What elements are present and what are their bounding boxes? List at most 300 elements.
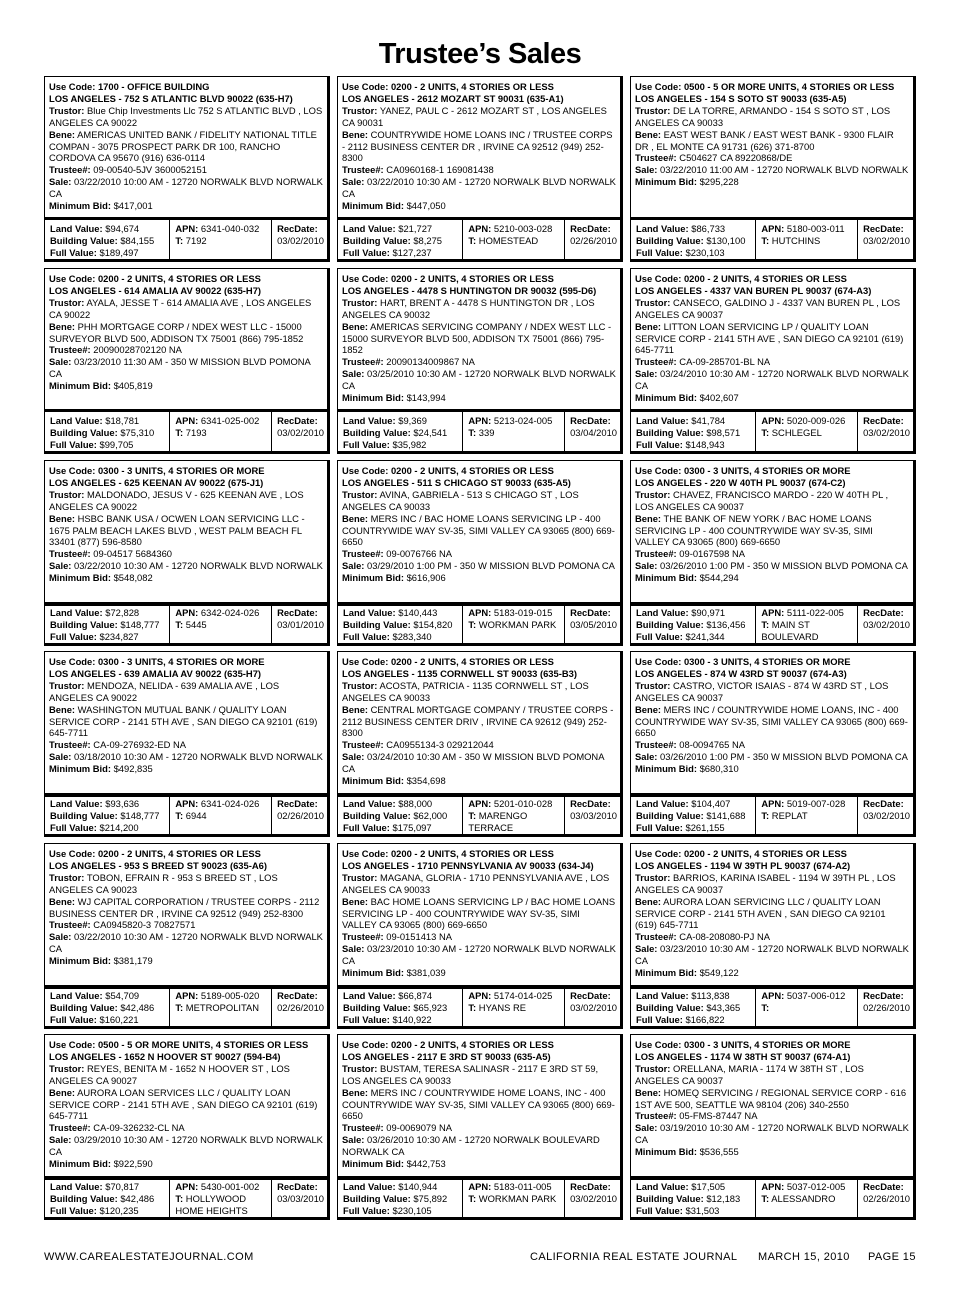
building-value-value: $43,365 xyxy=(703,1001,741,1013)
minimum-bid-label: Minimum Bid: xyxy=(635,967,697,979)
full-value xyxy=(343,822,459,834)
full-value xyxy=(50,1014,166,1026)
trustee-number-label: Trustee#: xyxy=(49,344,91,356)
full-value xyxy=(50,822,166,834)
property-address-value: LOS ANGELES - 2117 E 3RD ST 90033 (635-A5) xyxy=(342,1050,551,1062)
beneficiary-label: Bene: xyxy=(49,320,76,332)
full-value xyxy=(343,631,459,643)
property-address-value: LOS ANGELES - 1135 CORNWELL ST 90033 (635-B3) xyxy=(342,667,577,679)
trustor xyxy=(49,489,323,513)
full-value-label: Full Value: xyxy=(50,821,97,833)
sale-info-label: Sale: xyxy=(635,560,658,572)
building-value-value: $148,777 xyxy=(117,618,160,630)
beneficiary xyxy=(49,1087,323,1123)
trustee-number xyxy=(342,1122,616,1134)
sale-info xyxy=(49,1134,323,1158)
recdate-column xyxy=(858,986,913,1026)
apn-value: 5430-001-002 xyxy=(198,1181,260,1192)
minimum-bid xyxy=(342,1158,616,1170)
building-value xyxy=(50,1002,166,1014)
recdate-label: RecDate: xyxy=(277,1181,318,1192)
sale-info xyxy=(342,1134,616,1158)
full-value-value: $230,105 xyxy=(389,1204,432,1216)
building-value xyxy=(50,235,166,247)
trustor xyxy=(49,1063,323,1087)
use-code xyxy=(635,81,909,93)
minimum-bid-value: $492,835 xyxy=(110,763,153,775)
values-column xyxy=(45,1177,170,1217)
apn-label: APN: xyxy=(468,223,492,234)
property-address xyxy=(635,285,909,297)
tract-value: METROPOLITAN xyxy=(183,1001,260,1013)
listing-details xyxy=(44,843,330,989)
trustee-number xyxy=(342,739,616,751)
tract-label: T: xyxy=(175,426,184,438)
sale-info-value: 03/29/2010 10:30 AM - 12720 NORWALK BLVD NORWALK CA xyxy=(49,1134,323,1158)
apn xyxy=(175,990,268,1002)
trustee-number-value: CA0960168-1 169081438 xyxy=(383,164,494,176)
full-value-value: $35,982 xyxy=(389,438,427,450)
land-value xyxy=(343,1181,459,1193)
land-value-label: Land Value: xyxy=(636,223,689,234)
trustee-number-label: Trustee#: xyxy=(49,919,91,931)
use-code xyxy=(342,1039,616,1051)
apn-label: APN: xyxy=(468,415,492,426)
apn-value: 5183-011-005 xyxy=(491,1181,552,1192)
recdate-value: 03/02/2010 xyxy=(570,1192,617,1204)
trustee-number-value: 09-0069079 NA xyxy=(383,1122,452,1134)
trustee-number-label: Trustee#: xyxy=(49,164,91,176)
tract xyxy=(175,1193,268,1217)
trustee-number-value: 20090134009867 NA xyxy=(383,356,475,368)
apn-label: APN: xyxy=(761,1181,785,1192)
property-address-value: LOS ANGELES - 1194 W 39TH PL 90037 (674-A2) xyxy=(635,859,851,871)
sale-info-label: Sale: xyxy=(49,356,72,368)
property-address-value: LOS ANGELES - 639 AMALIA AV 90022 (635-H7) xyxy=(49,667,262,679)
apn-label: APN: xyxy=(175,607,199,618)
minimum-bid xyxy=(342,200,616,212)
tract-value: WORKMAN PARK xyxy=(476,618,557,630)
trustor-value: DE LA TORRE, ARMANDO - 154 S SOTO ST , LOS ANGELES CA 90033 xyxy=(635,104,891,128)
apn xyxy=(468,990,561,1002)
recdate-label: RecDate: xyxy=(863,1181,904,1192)
recdate-column xyxy=(565,1177,620,1217)
land-value-value: $93,636 xyxy=(102,798,140,809)
apn-label: APN: xyxy=(175,990,199,1001)
beneficiary-value: MERS INC / COUNTRYWIDE HOME LOANS, INC - 400 COUNTRYWIDE WAY SV-35, SIMI VALLEY CA 93065 (800) 669-6650 xyxy=(342,1086,615,1122)
apn-column xyxy=(756,1177,858,1217)
trustee-number xyxy=(49,1122,323,1134)
beneficiary-label: Bene: xyxy=(635,512,662,524)
listing-values xyxy=(337,602,623,646)
building-value-value: $98,571 xyxy=(703,426,741,438)
apn-column xyxy=(463,1177,565,1217)
listing-values xyxy=(337,218,623,262)
values-column xyxy=(631,986,756,1026)
sale-info-label: Sale: xyxy=(342,368,365,380)
building-value-label: Building Value: xyxy=(343,1001,411,1013)
recdate-value: 03/03/2010 xyxy=(277,1192,324,1204)
listing-values xyxy=(630,1176,916,1220)
beneficiary-value: AMERICAS SERVICING COMPANY / NDEX WEST LLC - 15000 SURVEYOR BLVD 500, ADDISON TX 75001 (866) 795-1852 xyxy=(342,320,612,356)
sale-info xyxy=(342,368,616,392)
values-column xyxy=(631,603,756,643)
listing-details xyxy=(44,460,330,606)
building-value-value: $12,183 xyxy=(703,1192,741,1204)
apn-label: APN: xyxy=(761,223,785,234)
full-value-value: $99,705 xyxy=(96,438,134,450)
sale-info-value: 03/26/2010 1:00 PM - 350 W MISSION BLVD POMONA CA xyxy=(657,560,908,572)
minimum-bid xyxy=(635,763,909,775)
sale-info-value: 03/24/2010 10:30 AM - 350 W MISSION BLVD POMONA CA xyxy=(342,751,604,775)
apn-value: 5174-014-025 xyxy=(491,990,553,1001)
apn-value: 5020-009-026 xyxy=(784,415,846,426)
full-value-label: Full Value: xyxy=(50,630,97,642)
land-value xyxy=(50,607,166,619)
building-value-value: $141,688 xyxy=(703,809,746,821)
building-value xyxy=(636,810,752,822)
recdate-column xyxy=(565,411,620,451)
beneficiary xyxy=(49,321,323,345)
apn-value: 5037-006-012 xyxy=(784,990,846,1001)
building-value-value: $148,777 xyxy=(117,809,160,821)
minimum-bid-label: Minimum Bid: xyxy=(49,380,111,392)
land-value-label: Land Value: xyxy=(343,415,396,426)
tract-value: 339 xyxy=(476,426,495,438)
minimum-bid xyxy=(342,392,616,404)
tract xyxy=(175,1002,268,1014)
apn-value: 5037-012-005 xyxy=(784,1181,846,1192)
values-column xyxy=(338,603,463,643)
beneficiary-value: LITTON LOAN SERVICING LP / QUALITY LOAN SERVICE CORP - 2141 5TH AVE , SAN DIEGO CA 92101 (619) 645-7711 xyxy=(635,320,904,356)
tract xyxy=(468,1002,561,1014)
building-value-value: $62,000 xyxy=(410,809,448,821)
apn-label: APN: xyxy=(468,990,492,1001)
apn-value: 5180-003-011 xyxy=(784,223,845,234)
sale-info xyxy=(342,751,616,775)
property-address-value: LOS ANGELES - 953 S BREED ST 90023 (635-A6) xyxy=(49,859,267,871)
building-value xyxy=(50,810,166,822)
listing-details xyxy=(44,76,330,220)
beneficiary-value: AMERICAS UNITED BANK / FIDELITY NATIONAL TITLE COMPAN - 3075 PROSPECT PARK DR 100, RANCHO CORDOVA CA 95670 (916) 636-0114 xyxy=(49,128,317,164)
property-address-value: LOS ANGELES - 1710 PENNSYLVANIA AV 90033 (634-J4) xyxy=(342,859,594,871)
full-value-label: Full Value: xyxy=(636,630,683,642)
building-value-label: Building Value: xyxy=(343,426,411,438)
use-code xyxy=(342,656,616,668)
trustee-number xyxy=(342,356,616,368)
full-value-value: $160,221 xyxy=(96,1013,139,1025)
values-column xyxy=(338,411,463,451)
use-code xyxy=(635,273,909,285)
land-value xyxy=(50,415,166,427)
recdate-value: 02/26/2010 xyxy=(277,1001,324,1013)
listing-text xyxy=(342,656,616,787)
beneficiary-label: Bene: xyxy=(342,1086,369,1098)
property-address-value: LOS ANGELES - 874 W 43RD ST 90037 (674-A3) xyxy=(635,667,847,679)
building-value-label: Building Value: xyxy=(636,618,704,630)
trustor-value: MAGANA, GLORIA - 1710 PENNSYLVANIA AVE , LOS ANGELES CA 90033 xyxy=(342,871,610,895)
trustor xyxy=(342,872,616,896)
tract xyxy=(175,619,268,631)
listing-text xyxy=(342,273,616,404)
beneficiary xyxy=(342,129,616,165)
use-code-value: Use Code: 0200 - 2 UNITS, 4 STORIES OR LESS xyxy=(342,1039,554,1050)
recdate-column xyxy=(565,219,620,259)
values-column xyxy=(631,219,756,259)
beneficiary-value: PHH MORTGAGE CORP / NDEX WEST LLC - 15000 SURVEYOR BLVD 500, ADDISON TX 75001 (866) 795-1852 xyxy=(49,320,304,344)
building-value xyxy=(636,1002,752,1014)
beneficiary-label: Bene: xyxy=(342,128,369,140)
trustee-number-value: 09-04517 5684360 xyxy=(90,548,173,560)
use-code xyxy=(49,656,323,668)
full-value xyxy=(50,439,166,451)
sale-info-label: Sale: xyxy=(635,1122,658,1134)
trustor xyxy=(49,297,323,321)
land-value-value: $17,505 xyxy=(688,1181,726,1192)
listing-values xyxy=(337,793,623,837)
listing-details xyxy=(337,76,623,220)
minimum-bid-value: $544,294 xyxy=(696,572,739,584)
sale-info-label: Sale: xyxy=(635,751,658,763)
minimum-bid-label: Minimum Bid: xyxy=(342,200,404,212)
land-value xyxy=(636,1181,752,1193)
minimum-bid xyxy=(635,392,909,404)
trustee-number-label: Trustee#: xyxy=(342,931,384,943)
trustee-number xyxy=(49,164,323,176)
recdate-value: 03/02/2010 xyxy=(277,234,324,246)
minimum-bid-label: Minimum Bid: xyxy=(342,967,404,979)
full-value-label: Full Value: xyxy=(636,1204,683,1216)
use-code-value: Use Code: 0300 - 3 UNITS, 4 STORIES OR MORE xyxy=(635,1039,851,1050)
recdate-column xyxy=(858,603,913,643)
recdate-label: RecDate: xyxy=(277,223,318,234)
listing-text xyxy=(342,465,616,584)
land-value-label: Land Value: xyxy=(50,223,103,234)
apn xyxy=(761,1181,854,1193)
full-value xyxy=(343,1014,459,1026)
use-code-value: Use Code: 0200 - 2 UNITS, 4 STORIES OR LESS xyxy=(635,848,847,859)
sale-info-label: Sale: xyxy=(635,368,658,380)
apn-label: APN: xyxy=(468,798,492,809)
apn xyxy=(175,798,268,810)
building-value xyxy=(636,235,752,247)
full-value-value: $175,097 xyxy=(389,821,432,833)
trustor-label: Trustor: xyxy=(49,488,85,500)
property-address-value: LOS ANGELES - 752 S ATLANTIC BLVD 90022 (635-H7) xyxy=(49,92,293,104)
beneficiary xyxy=(635,896,909,932)
listing-values xyxy=(337,410,623,454)
use-code-value: Use Code: 0200 - 2 UNITS, 4 STORIES OR LESS xyxy=(49,848,261,859)
land-value-label: Land Value: xyxy=(343,990,396,1001)
tract-label: T: xyxy=(468,426,477,438)
full-value xyxy=(636,822,752,834)
sale-info-label: Sale: xyxy=(342,943,365,955)
full-value-label: Full Value: xyxy=(343,1204,390,1216)
use-code-value: Use Code: 0300 - 3 UNITS, 4 STORIES OR MORE xyxy=(49,656,265,667)
land-value xyxy=(343,990,459,1002)
full-value xyxy=(343,247,459,259)
apn-label: APN: xyxy=(761,607,785,618)
land-value-value: $94,674 xyxy=(102,223,140,234)
beneficiary xyxy=(635,513,909,549)
tract-label: T: xyxy=(468,618,477,630)
recdate-column xyxy=(858,794,913,834)
footer-website: WWW.CAREALESTATEJOURNAL.COM xyxy=(44,1251,254,1263)
trustee-number-label: Trustee#: xyxy=(342,1122,384,1134)
building-value-label: Building Value: xyxy=(636,426,704,438)
trustor-label: Trustor: xyxy=(635,679,671,691)
use-code xyxy=(342,848,616,860)
apn xyxy=(468,607,561,619)
trustee-number xyxy=(635,152,909,164)
trustee-number-label: Trustee#: xyxy=(635,356,677,368)
full-value-value: $31,503 xyxy=(682,1204,720,1216)
use-code xyxy=(49,465,323,477)
sale-info-label: Sale: xyxy=(49,931,72,943)
tract-value: HYANS RE xyxy=(476,1001,527,1013)
minimum-bid xyxy=(342,967,616,979)
beneficiary xyxy=(342,1087,616,1123)
listing-details xyxy=(630,1034,916,1180)
full-value-label: Full Value: xyxy=(636,821,683,833)
building-value-label: Building Value: xyxy=(50,809,118,821)
recdate-column xyxy=(272,219,327,259)
land-value-value: $88,000 xyxy=(395,798,433,809)
trustee-number-value: CA-09-276932-ED NA xyxy=(90,739,187,751)
listing-details xyxy=(630,268,916,412)
recdate-label: RecDate: xyxy=(863,990,904,1001)
minimum-bid xyxy=(635,967,909,979)
minimum-bid-value: $922,590 xyxy=(110,1158,153,1170)
trustor-label: Trustor: xyxy=(49,871,85,883)
full-value-value: $189,497 xyxy=(96,246,139,258)
minimum-bid xyxy=(49,955,323,967)
recdate-value: 03/03/2010 xyxy=(570,809,617,821)
sale-info xyxy=(49,356,323,380)
beneficiary xyxy=(49,704,323,740)
sale-info-value: 03/19/2010 10:30 AM - 12720 NORWALK BLVD NORWALK CA xyxy=(635,1122,909,1146)
land-value-label: Land Value: xyxy=(50,1181,103,1192)
beneficiary-label: Bene: xyxy=(342,320,369,332)
footer-journal: CALIFORNIA REAL ESTATE JOURNAL xyxy=(530,1251,738,1263)
tract-label: T: xyxy=(468,809,477,821)
land-value-value: $21,727 xyxy=(395,223,433,234)
apn-value: 6341-025-002 xyxy=(198,415,260,426)
full-value-label: Full Value: xyxy=(50,1204,97,1216)
trustee-number-label: Trustee#: xyxy=(635,931,677,943)
recdate-value: 02/26/2010 xyxy=(277,809,324,821)
apn-column xyxy=(756,411,858,451)
tract-label: T: xyxy=(761,234,770,246)
sale-info-value: 03/24/2010 10:30 AM - 12720 NORWALK BLVD NORWALK CA xyxy=(635,368,909,392)
use-code xyxy=(342,465,616,477)
minimum-bid-label: Minimum Bid: xyxy=(49,763,111,775)
apn-column xyxy=(756,794,858,834)
use-code xyxy=(342,81,616,93)
tract xyxy=(761,1193,854,1205)
apn-label: APN: xyxy=(468,1181,492,1192)
apn xyxy=(175,1181,268,1193)
building-value-label: Building Value: xyxy=(343,234,411,246)
trustor xyxy=(49,680,323,704)
minimum-bid xyxy=(342,775,616,787)
recdate-label: RecDate: xyxy=(277,798,318,809)
apn-column xyxy=(170,603,272,643)
beneficiary xyxy=(635,704,909,740)
full-value-label: Full Value: xyxy=(636,438,683,450)
recdate-label: RecDate: xyxy=(863,798,904,809)
apn-value: 6342-024-026 xyxy=(198,607,260,618)
land-value xyxy=(50,1181,166,1193)
listing-text xyxy=(342,81,616,212)
sale-info-label: Sale: xyxy=(49,176,72,188)
trustee-number xyxy=(635,548,909,560)
sale-info-label: Sale: xyxy=(342,560,365,572)
beneficiary xyxy=(49,129,323,165)
minimum-bid-value: $548,082 xyxy=(110,572,153,584)
building-value xyxy=(343,1002,459,1014)
building-value-value: $8,275 xyxy=(410,234,442,246)
apn-column xyxy=(170,411,272,451)
recdate-column xyxy=(272,411,327,451)
recdate-column xyxy=(272,986,327,1026)
apn-column xyxy=(463,219,565,259)
trustor-value: YANEZ, PAUL C - 2612 MOZART ST , LOS ANGELES CA 90031 xyxy=(342,104,607,128)
full-value-value: $241,344 xyxy=(682,630,725,642)
beneficiary-label: Bene: xyxy=(49,703,76,715)
building-value xyxy=(343,235,459,247)
minimum-bid xyxy=(635,176,909,188)
land-value-label: Land Value: xyxy=(50,415,103,426)
minimum-bid-value: $354,698 xyxy=(403,775,446,787)
trustee-number-label: Trustee#: xyxy=(342,164,384,176)
beneficiary-label: Bene: xyxy=(635,1086,662,1098)
minimum-bid-label: Minimum Bid: xyxy=(342,392,404,404)
tract-value: MAIN ST BOULEVARD xyxy=(761,618,819,642)
property-address xyxy=(342,1051,616,1063)
apn-column xyxy=(170,794,272,834)
property-address-value: LOS ANGELES - 614 AMALIA AV 90022 (635-H7) xyxy=(49,284,262,296)
beneficiary-value: HOMEQ SERVICING / REGIONAL SERVICE CORP - 616 1ST AVE 500, SEATTLE WA 98104 (206) 340-2550 xyxy=(635,1086,907,1110)
trustor-value: CHAVEZ, FRANCISCO MARDO - 220 W 40TH PL , LOS ANGELES CA 90037 xyxy=(635,488,889,512)
recdate-label: RecDate: xyxy=(570,607,611,618)
listing-details xyxy=(44,268,330,412)
values-column xyxy=(631,411,756,451)
land-value-value: $70,817 xyxy=(102,1181,140,1192)
tract-label: T: xyxy=(761,1001,770,1013)
apn xyxy=(761,607,854,619)
tract-value: 6944 xyxy=(183,809,207,821)
apn xyxy=(175,607,268,619)
listing-values xyxy=(44,793,330,837)
building-value-value: $42,486 xyxy=(117,1001,155,1013)
apn-value: 5201-010-028 xyxy=(491,798,553,809)
trustor-value: HART, BRENT A - 4478 S HUNTINGTON DR , LOS ANGELES CA 90032 xyxy=(342,296,595,320)
apn-label: APN: xyxy=(761,415,785,426)
beneficiary-value: BAC HOME LOANS SERVICING LP / BAC HOME LOANS SERVICING LP - 400 COUNTRYWIDE WAY SV-35, SIMI VALLEY CA 93065 (800) 669-6650 xyxy=(342,895,616,931)
apn-value: 5189-005-020 xyxy=(198,990,260,1001)
listing-text xyxy=(49,465,323,584)
apn-column xyxy=(170,986,272,1026)
sale-info xyxy=(342,176,616,200)
tract-value: HUTCHINS xyxy=(769,234,821,246)
values-column xyxy=(338,794,463,834)
listing-values xyxy=(630,793,916,837)
listing-details xyxy=(630,651,916,797)
property-address-value: LOS ANGELES - 220 W 40TH PL 90037 (674-C2) xyxy=(635,476,846,488)
building-value-label: Building Value: xyxy=(636,809,704,821)
trustor-label: Trustor: xyxy=(342,679,378,691)
